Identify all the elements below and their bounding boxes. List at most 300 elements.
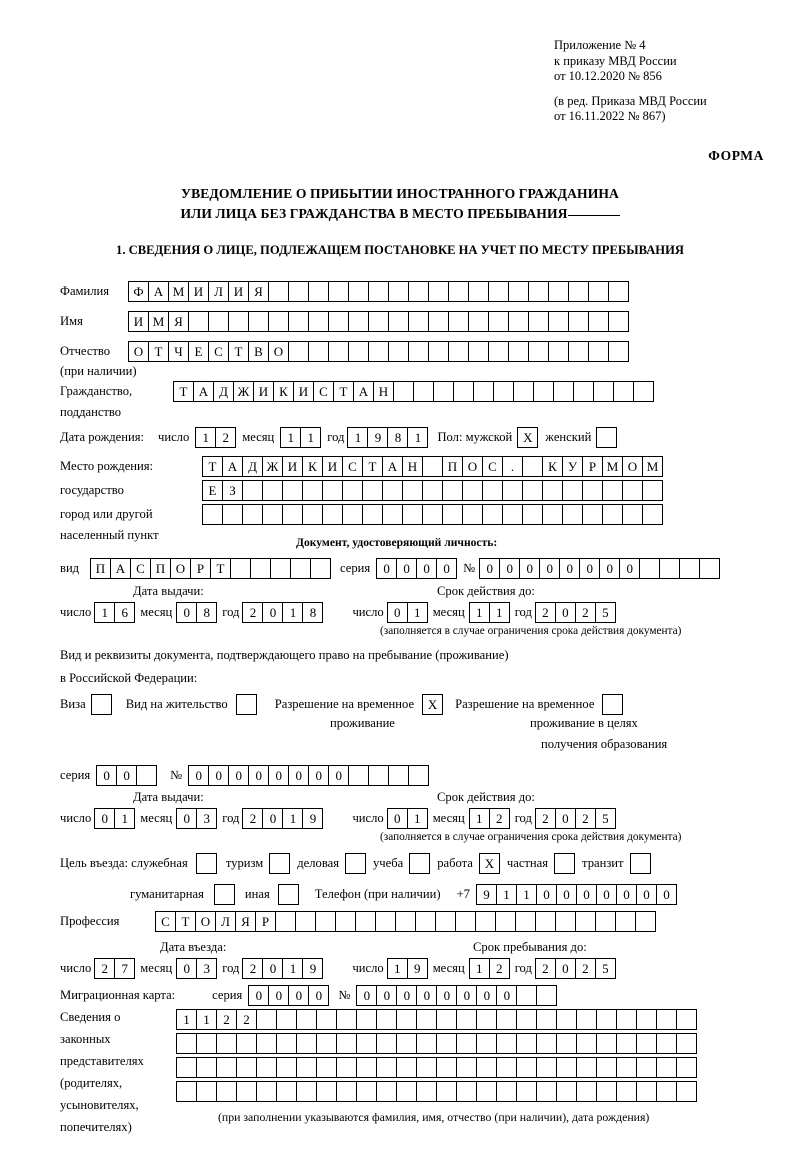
char-cell[interactable] — [328, 281, 349, 302]
char-cell[interactable] — [296, 1081, 317, 1102]
char-cell[interactable]: 0 — [94, 808, 115, 829]
char-cell[interactable]: 0 — [536, 884, 557, 905]
char-cell[interactable] — [602, 504, 623, 525]
sex-male-checkbox[interactable]: X — [517, 427, 538, 448]
char-cell[interactable]: 0 — [555, 808, 576, 829]
char-cell[interactable] — [188, 311, 209, 332]
char-cell[interactable] — [616, 1033, 637, 1054]
char-cell[interactable] — [455, 911, 476, 932]
char-cell[interactable]: 2 — [236, 1009, 257, 1030]
char-cell[interactable]: 2 — [489, 808, 510, 829]
char-cell[interactable]: Я — [248, 281, 269, 302]
birthplace-state-input-row-1[interactable] — [202, 456, 662, 477]
char-cell[interactable]: Ч — [168, 341, 189, 362]
char-cell[interactable]: А — [148, 281, 169, 302]
char-cell[interactable] — [416, 1033, 437, 1054]
char-cell[interactable] — [296, 1009, 317, 1030]
char-cell[interactable] — [336, 1057, 357, 1078]
char-cell[interactable] — [222, 504, 243, 525]
char-cell[interactable]: Т — [228, 341, 249, 362]
char-cell[interactable]: 1 — [407, 602, 428, 623]
char-cell[interactable]: Д — [213, 381, 234, 402]
char-cell[interactable]: 2 — [535, 602, 556, 623]
sex-female-checkbox[interactable] — [596, 427, 617, 448]
char-cell[interactable] — [548, 341, 569, 362]
char-cell[interactable]: 1 — [387, 958, 408, 979]
char-cell[interactable]: 0 — [96, 765, 117, 786]
char-cell[interactable] — [256, 1057, 277, 1078]
char-cell[interactable] — [548, 281, 569, 302]
char-cell[interactable] — [496, 1081, 517, 1102]
birthplace-state-input-row-2[interactable] — [202, 480, 662, 501]
char-cell[interactable] — [636, 1033, 657, 1054]
char-cell[interactable] — [613, 381, 634, 402]
char-cell[interactable] — [496, 1057, 517, 1078]
char-cell[interactable] — [562, 504, 583, 525]
char-cell[interactable] — [408, 311, 429, 332]
char-cell[interactable]: Т — [175, 911, 196, 932]
char-cell[interactable] — [388, 341, 409, 362]
char-cell[interactable] — [355, 911, 376, 932]
char-cell[interactable] — [535, 911, 556, 932]
char-cell[interactable]: 0 — [328, 765, 349, 786]
char-cell[interactable]: В — [248, 341, 269, 362]
stay-valid-year-input[interactable] — [535, 808, 615, 829]
char-cell[interactable] — [402, 504, 423, 525]
char-cell[interactable] — [476, 1057, 497, 1078]
char-cell[interactable] — [328, 341, 349, 362]
char-cell[interactable]: Ф — [128, 281, 149, 302]
char-cell[interactable] — [602, 480, 623, 501]
char-cell[interactable] — [448, 311, 469, 332]
char-cell[interactable] — [376, 1057, 397, 1078]
char-cell[interactable] — [310, 558, 331, 579]
char-cell[interactable] — [216, 1057, 237, 1078]
char-cell[interactable]: Л — [215, 911, 236, 932]
char-cell[interactable] — [375, 911, 396, 932]
char-cell[interactable]: 1 — [114, 808, 135, 829]
char-cell[interactable]: 2 — [575, 958, 596, 979]
char-cell[interactable]: К — [273, 381, 294, 402]
char-cell[interactable] — [656, 1033, 677, 1054]
char-cell[interactable]: А — [382, 456, 403, 477]
char-cell[interactable]: 1 — [280, 427, 301, 448]
char-cell[interactable] — [616, 1081, 637, 1102]
char-cell[interactable] — [422, 480, 443, 501]
char-cell[interactable]: Я — [235, 911, 256, 932]
char-cell[interactable] — [588, 281, 609, 302]
purpose-other-checkbox[interactable] — [278, 884, 299, 905]
char-cell[interactable] — [376, 1081, 397, 1102]
char-cell[interactable]: 0 — [416, 558, 437, 579]
surname-input[interactable] — [128, 281, 628, 302]
char-cell[interactable]: Ж — [262, 456, 283, 477]
char-cell[interactable]: М — [168, 281, 189, 302]
char-cell[interactable]: 0 — [479, 558, 500, 579]
char-cell[interactable] — [528, 281, 549, 302]
char-cell[interactable] — [633, 381, 654, 402]
char-cell[interactable] — [393, 381, 414, 402]
char-cell[interactable] — [456, 1033, 477, 1054]
entry-month-input[interactable] — [176, 958, 216, 979]
char-cell[interactable] — [588, 311, 609, 332]
char-cell[interactable] — [442, 480, 463, 501]
char-cell[interactable] — [202, 504, 223, 525]
char-cell[interactable] — [316, 1009, 337, 1030]
char-cell[interactable] — [315, 911, 336, 932]
char-cell[interactable]: С — [208, 341, 229, 362]
profession-input[interactable] — [155, 911, 655, 932]
char-cell[interactable]: А — [193, 381, 214, 402]
char-cell[interactable]: 0 — [596, 884, 617, 905]
char-cell[interactable] — [196, 1081, 217, 1102]
legal-rep-input-row-4[interactable] — [176, 1081, 696, 1102]
char-cell[interactable]: 0 — [288, 765, 309, 786]
char-cell[interactable]: 5 — [595, 808, 616, 829]
char-cell[interactable] — [542, 480, 563, 501]
char-cell[interactable] — [522, 504, 543, 525]
char-cell[interactable] — [436, 1057, 457, 1078]
char-cell[interactable] — [659, 558, 680, 579]
char-cell[interactable]: И — [322, 456, 343, 477]
char-cell[interactable] — [513, 381, 534, 402]
char-cell[interactable]: 0 — [559, 558, 580, 579]
char-cell[interactable] — [676, 1033, 697, 1054]
legal-rep-input-row-2[interactable] — [176, 1033, 696, 1054]
char-cell[interactable] — [488, 341, 509, 362]
char-cell[interactable]: 0 — [176, 602, 197, 623]
purpose-humanitarian-checkbox[interactable] — [214, 884, 235, 905]
char-cell[interactable]: 0 — [376, 558, 397, 579]
char-cell[interactable] — [502, 504, 523, 525]
char-cell[interactable]: 1 — [196, 1009, 217, 1030]
char-cell[interactable] — [536, 1081, 557, 1102]
char-cell[interactable]: 0 — [248, 985, 269, 1006]
char-cell[interactable]: О — [268, 341, 289, 362]
char-cell[interactable] — [496, 1033, 517, 1054]
char-cell[interactable] — [176, 1081, 197, 1102]
char-cell[interactable]: 0 — [636, 884, 657, 905]
char-cell[interactable]: А — [222, 456, 243, 477]
char-cell[interactable] — [448, 341, 469, 362]
char-cell[interactable] — [582, 504, 603, 525]
char-cell[interactable] — [348, 765, 369, 786]
char-cell[interactable]: 2 — [242, 808, 263, 829]
char-cell[interactable]: Ж — [233, 381, 254, 402]
char-cell[interactable]: 7 — [114, 958, 135, 979]
char-cell[interactable]: 6 — [114, 602, 135, 623]
char-cell[interactable] — [208, 311, 229, 332]
char-cell[interactable]: С — [130, 558, 151, 579]
char-cell[interactable] — [342, 504, 363, 525]
char-cell[interactable] — [436, 1081, 457, 1102]
char-cell[interactable] — [642, 480, 663, 501]
char-cell[interactable] — [336, 1081, 357, 1102]
char-cell[interactable]: Т — [202, 456, 223, 477]
visa-checkbox[interactable] — [91, 694, 112, 715]
char-cell[interactable]: 2 — [215, 427, 236, 448]
char-cell[interactable] — [596, 1033, 617, 1054]
char-cell[interactable]: 1 — [469, 602, 490, 623]
char-cell[interactable] — [488, 281, 509, 302]
char-cell[interactable] — [635, 911, 656, 932]
phone-input[interactable] — [476, 884, 676, 905]
char-cell[interactable]: 1 — [282, 602, 303, 623]
char-cell[interactable] — [396, 1081, 417, 1102]
char-cell[interactable] — [322, 504, 343, 525]
char-cell[interactable] — [516, 1009, 537, 1030]
char-cell[interactable] — [282, 480, 303, 501]
char-cell[interactable] — [462, 480, 483, 501]
purpose-study-checkbox[interactable] — [409, 853, 430, 874]
char-cell[interactable]: 0 — [656, 884, 677, 905]
char-cell[interactable] — [296, 1033, 317, 1054]
doc-issue-month-input[interactable] — [176, 602, 216, 623]
char-cell[interactable] — [462, 504, 483, 525]
char-cell[interactable] — [575, 911, 596, 932]
char-cell[interactable]: 9 — [367, 427, 388, 448]
char-cell[interactable] — [216, 1081, 237, 1102]
char-cell[interactable] — [396, 1057, 417, 1078]
char-cell[interactable] — [495, 911, 516, 932]
char-cell[interactable] — [230, 558, 251, 579]
legal-rep-input-row-1[interactable] — [176, 1009, 696, 1030]
char-cell[interactable] — [435, 911, 456, 932]
char-cell[interactable] — [656, 1057, 677, 1078]
char-cell[interactable]: 1 — [176, 1009, 197, 1030]
char-cell[interactable] — [476, 1081, 497, 1102]
char-cell[interactable]: 0 — [188, 765, 209, 786]
char-cell[interactable] — [608, 341, 629, 362]
char-cell[interactable]: С — [342, 456, 363, 477]
char-cell[interactable]: 3 — [196, 958, 217, 979]
char-cell[interactable]: 8 — [302, 602, 323, 623]
char-cell[interactable]: М — [642, 456, 663, 477]
char-cell[interactable]: 0 — [436, 985, 457, 1006]
char-cell[interactable] — [496, 1009, 517, 1030]
char-cell[interactable] — [288, 341, 309, 362]
migration-series-input[interactable] — [248, 985, 328, 1006]
entry-year-input[interactable] — [242, 958, 322, 979]
char-cell[interactable] — [542, 504, 563, 525]
char-cell[interactable]: У — [562, 456, 583, 477]
char-cell[interactable] — [196, 1057, 217, 1078]
char-cell[interactable]: 0 — [436, 558, 457, 579]
char-cell[interactable] — [270, 558, 291, 579]
char-cell[interactable] — [256, 1081, 277, 1102]
char-cell[interactable] — [515, 911, 536, 932]
char-cell[interactable]: И — [282, 456, 303, 477]
char-cell[interactable] — [576, 1081, 597, 1102]
purpose-official-checkbox[interactable] — [196, 853, 217, 874]
char-cell[interactable] — [428, 341, 449, 362]
char-cell[interactable] — [576, 1033, 597, 1054]
char-cell[interactable]: И — [293, 381, 314, 402]
char-cell[interactable]: 1 — [469, 958, 490, 979]
char-cell[interactable] — [536, 1033, 557, 1054]
char-cell[interactable]: А — [110, 558, 131, 579]
char-cell[interactable] — [522, 456, 543, 477]
char-cell[interactable] — [250, 558, 271, 579]
char-cell[interactable] — [468, 311, 489, 332]
char-cell[interactable]: Т — [173, 381, 194, 402]
char-cell[interactable]: И — [253, 381, 274, 402]
char-cell[interactable] — [342, 480, 363, 501]
char-cell[interactable]: . — [502, 456, 523, 477]
char-cell[interactable] — [622, 480, 643, 501]
char-cell[interactable] — [616, 1009, 637, 1030]
char-cell[interactable] — [456, 1081, 477, 1102]
char-cell[interactable]: Е — [202, 480, 223, 501]
migration-number-input[interactable] — [356, 985, 556, 1006]
char-cell[interactable] — [368, 311, 389, 332]
char-cell[interactable] — [473, 381, 494, 402]
char-cell[interactable] — [568, 341, 589, 362]
char-cell[interactable] — [656, 1009, 677, 1030]
char-cell[interactable] — [388, 281, 409, 302]
char-cell[interactable] — [276, 1009, 297, 1030]
char-cell[interactable] — [533, 381, 554, 402]
char-cell[interactable] — [576, 1057, 597, 1078]
char-cell[interactable] — [408, 341, 429, 362]
char-cell[interactable]: К — [542, 456, 563, 477]
char-cell[interactable] — [453, 381, 474, 402]
char-cell[interactable] — [242, 504, 263, 525]
char-cell[interactable]: 1 — [516, 884, 537, 905]
doc-issue-day-input[interactable] — [94, 602, 134, 623]
char-cell[interactable] — [508, 311, 529, 332]
char-cell[interactable] — [316, 1033, 337, 1054]
char-cell[interactable]: К — [302, 456, 323, 477]
char-cell[interactable]: 0 — [619, 558, 640, 579]
char-cell[interactable]: 9 — [302, 808, 323, 829]
char-cell[interactable]: 0 — [116, 765, 137, 786]
char-cell[interactable] — [642, 504, 663, 525]
char-cell[interactable]: С — [482, 456, 503, 477]
char-cell[interactable]: 1 — [407, 808, 428, 829]
char-cell[interactable]: П — [442, 456, 463, 477]
char-cell[interactable] — [356, 1057, 377, 1078]
char-cell[interactable]: А — [353, 381, 374, 402]
purpose-business-checkbox[interactable] — [345, 853, 366, 874]
char-cell[interactable]: З — [222, 480, 243, 501]
char-cell[interactable] — [608, 311, 629, 332]
char-cell[interactable] — [508, 341, 529, 362]
char-cell[interactable] — [699, 558, 720, 579]
char-cell[interactable]: Р — [255, 911, 276, 932]
char-cell[interactable] — [676, 1081, 697, 1102]
char-cell[interactable]: 0 — [539, 558, 560, 579]
char-cell[interactable]: 0 — [555, 958, 576, 979]
char-cell[interactable] — [482, 480, 503, 501]
stay-until-month-input[interactable] — [469, 958, 509, 979]
char-cell[interactable] — [573, 381, 594, 402]
char-cell[interactable]: 0 — [416, 985, 437, 1006]
char-cell[interactable] — [268, 281, 289, 302]
char-cell[interactable] — [582, 480, 603, 501]
char-cell[interactable] — [448, 281, 469, 302]
char-cell[interactable]: 1 — [496, 884, 517, 905]
char-cell[interactable]: 0 — [176, 958, 197, 979]
char-cell[interactable] — [556, 1033, 577, 1054]
doc-number-input[interactable] — [479, 558, 719, 579]
char-cell[interactable]: 2 — [94, 958, 115, 979]
char-cell[interactable] — [382, 480, 403, 501]
birth-day-input[interactable] — [195, 427, 235, 448]
char-cell[interactable] — [308, 341, 329, 362]
char-cell[interactable]: 0 — [499, 558, 520, 579]
char-cell[interactable] — [588, 341, 609, 362]
char-cell[interactable]: 9 — [407, 958, 428, 979]
char-cell[interactable] — [422, 504, 443, 525]
char-cell[interactable] — [348, 341, 369, 362]
char-cell[interactable]: 0 — [268, 985, 289, 1006]
purpose-transit-checkbox[interactable] — [630, 853, 651, 874]
doc-valid-month-input[interactable] — [469, 602, 509, 623]
char-cell[interactable]: 2 — [575, 808, 596, 829]
char-cell[interactable]: 0 — [262, 958, 283, 979]
char-cell[interactable]: 2 — [242, 602, 263, 623]
char-cell[interactable]: 0 — [262, 808, 283, 829]
citizenship-input[interactable] — [173, 381, 653, 402]
char-cell[interactable] — [196, 1033, 217, 1054]
char-cell[interactable] — [413, 381, 434, 402]
char-cell[interactable] — [482, 504, 503, 525]
stay-number-input[interactable] — [188, 765, 428, 786]
char-cell[interactable]: Т — [333, 381, 354, 402]
char-cell[interactable] — [436, 1033, 457, 1054]
char-cell[interactable]: Р — [582, 456, 603, 477]
char-cell[interactable] — [236, 1081, 257, 1102]
char-cell[interactable]: 8 — [387, 427, 408, 448]
doc-issue-year-input[interactable] — [242, 602, 322, 623]
char-cell[interactable] — [679, 558, 700, 579]
char-cell[interactable] — [228, 311, 249, 332]
char-cell[interactable] — [256, 1033, 277, 1054]
stay-valid-day-input[interactable] — [387, 808, 427, 829]
char-cell[interactable] — [596, 1009, 617, 1030]
char-cell[interactable] — [456, 1009, 477, 1030]
char-cell[interactable] — [316, 1081, 337, 1102]
char-cell[interactable]: 1 — [282, 808, 303, 829]
temp-residence-checkbox[interactable]: X — [422, 694, 443, 715]
char-cell[interactable] — [348, 281, 369, 302]
char-cell[interactable] — [676, 1009, 697, 1030]
char-cell[interactable] — [636, 1081, 657, 1102]
residence-checkbox[interactable] — [236, 694, 257, 715]
doc-kind-input[interactable] — [90, 558, 330, 579]
char-cell[interactable]: 0 — [555, 602, 576, 623]
char-cell[interactable] — [433, 381, 454, 402]
char-cell[interactable]: 0 — [556, 884, 577, 905]
char-cell[interactable]: 5 — [595, 602, 616, 623]
char-cell[interactable] — [516, 1057, 537, 1078]
char-cell[interactable]: О — [128, 341, 149, 362]
char-cell[interactable] — [376, 1033, 397, 1054]
char-cell[interactable] — [356, 1081, 377, 1102]
char-cell[interactable]: 0 — [456, 985, 477, 1006]
char-cell[interactable] — [282, 504, 303, 525]
char-cell[interactable]: О — [622, 456, 643, 477]
char-cell[interactable] — [468, 281, 489, 302]
char-cell[interactable] — [493, 381, 514, 402]
char-cell[interactable] — [262, 504, 283, 525]
char-cell[interactable]: 0 — [262, 602, 283, 623]
char-cell[interactable]: 9 — [302, 958, 323, 979]
purpose-private-checkbox[interactable] — [554, 853, 575, 874]
char-cell[interactable] — [615, 911, 636, 932]
char-cell[interactable] — [368, 765, 389, 786]
